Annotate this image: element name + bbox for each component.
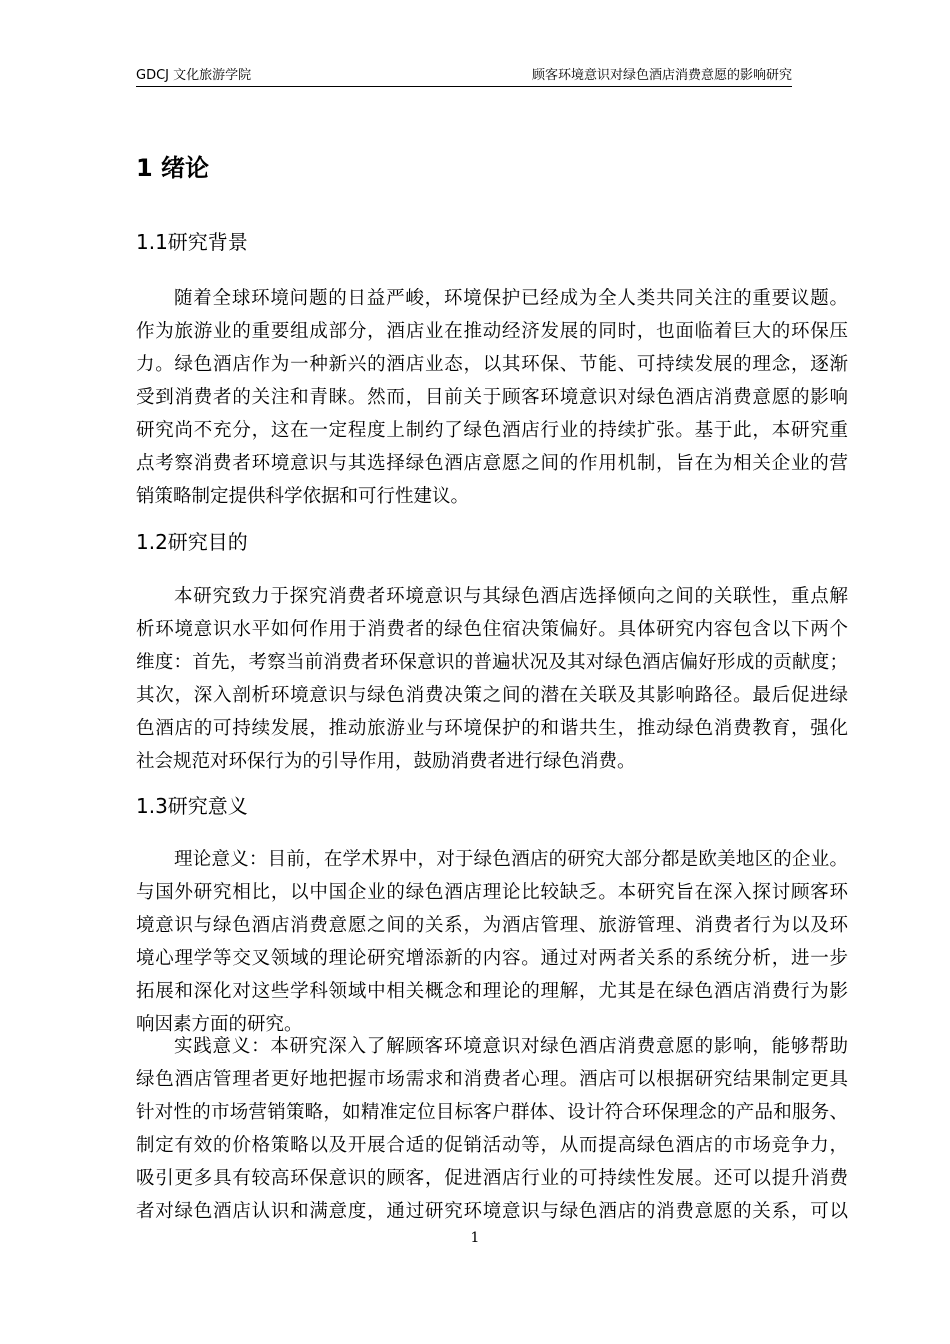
text-line: 维度：首先，考察当前消费者环保意识的普遍状况及其对绿色酒店偏好形成的贡献度； [136, 652, 848, 673]
text-line: 制定有效的价格策略以及开展合适的促销活动等，从而提高绿色酒店的市场竞争力， [136, 1135, 848, 1156]
text-line: 作为旅游业的重要组成部分，酒店业在推动经济发展的同时，也面临着巨大的环保压 [136, 321, 848, 342]
header-thesis-title: 顾客环境意识对绿色酒店消费意愿的影响研究 [531, 68, 792, 83]
text-line: 与国外研究相比，以中国企业的绿色酒店理论比较缺乏。本研究旨在深入探讨顾客环 [136, 882, 848, 903]
paragraph [136, 843, 848, 1041]
text-line: 理论意义：目前，在学术界中，对于绿色酒店的研究大部分都是欧美地区的企业。 [174, 849, 848, 870]
text-line: 销策略制定提供科学依据和可行性建议。 [136, 486, 470, 507]
chapter-title: 1 绪论 [136, 154, 210, 182]
text-line: 其次，深入剖析环境意识与绿色消费决策之间的潜在关联及其影响路径。最后促进绿 [136, 685, 848, 706]
running-header [136, 66, 792, 87]
page-number: 1 [470, 1230, 480, 1246]
text-line: 点考察消费者环境意识与其选择绿色酒店意愿之间的作用机制，旨在为相关企业的营 [136, 453, 848, 474]
section-title-purpose: 1.2研究目的 [136, 530, 248, 554]
section-title-significance: 1.3研究意义 [136, 794, 248, 818]
text-line: 本研究致力于探究消费者环境意识与其绿色酒店选择倾向之间的关联性，重点解 [174, 586, 848, 607]
paragraph [136, 1030, 848, 1228]
text-line: 针对性的市场营销策略，如精准定位目标客户群体、设计符合环保理念的产品和服务、 [136, 1102, 848, 1123]
paragraph [136, 282, 848, 513]
text-line: 响因素方面的研究。 [136, 1014, 303, 1035]
text-line: 绿色酒店管理者更好地把握市场需求和消费者心理。酒店可以根据研究结果制定更具 [136, 1069, 848, 1090]
text-line: 色酒店的可持续发展，推动旅游业与环境保护的和谐共生，推动绿色消费教育，强化 [136, 718, 848, 739]
header-institution: GDCJ 文化旅游学院 [136, 68, 252, 83]
text-line: 析环境意识水平如何作用于消费者的绿色住宿决策偏好。具体研究内容包含以下两个 [136, 619, 848, 640]
text-line: 社会规范对环保行为的引导作用，鼓励消费者进行绿色消费。 [136, 751, 636, 772]
text-line: 拓展和深化对这些学科领域中相关概念和理论的理解，尤其是在绿色酒店消费行为影 [136, 981, 848, 1002]
text-line: 实践意义：本研究深入了解顾客环境意识对绿色酒店消费意愿的影响，能够帮助 [174, 1036, 848, 1057]
text-line: 吸引更多具有较高环保意识的顾客，促进酒店行业的可持续性发展。还可以提升消费 [136, 1168, 848, 1189]
section-title-background: 1.1研究背景 [136, 230, 248, 254]
paragraph [136, 580, 848, 778]
text-line: 随着全球环境问题的日益严峻，环境保护已经成为全人类共同关注的重要议题。 [174, 288, 848, 309]
text-line: 者对绿色酒店认识和满意度，通过研究环境意识与绿色酒店的消费意愿的关系，可以 [136, 1201, 848, 1222]
text-line: 力。绿色酒店作为一种新兴的酒店业态，以其环保、节能、可持续发展的理念，逐渐 [136, 354, 848, 375]
text-line: 研究尚不充分，这在一定程度上制约了绿色酒店行业的持续扩张。基于此，本研究重 [136, 420, 848, 441]
text-line: 受到消费者的关注和青睐。然而，目前关于顾客环境意识对绿色酒店消费意愿的影响 [136, 387, 848, 408]
text-line: 境意识与绿色酒店消费意愿之间的关系，为酒店管理、旅游管理、消费者行为以及环 [136, 915, 848, 936]
text-line: 境心理学等交叉领域的理论研究增添新的内容。通过对两者关系的系统分析，进一步 [136, 948, 848, 969]
